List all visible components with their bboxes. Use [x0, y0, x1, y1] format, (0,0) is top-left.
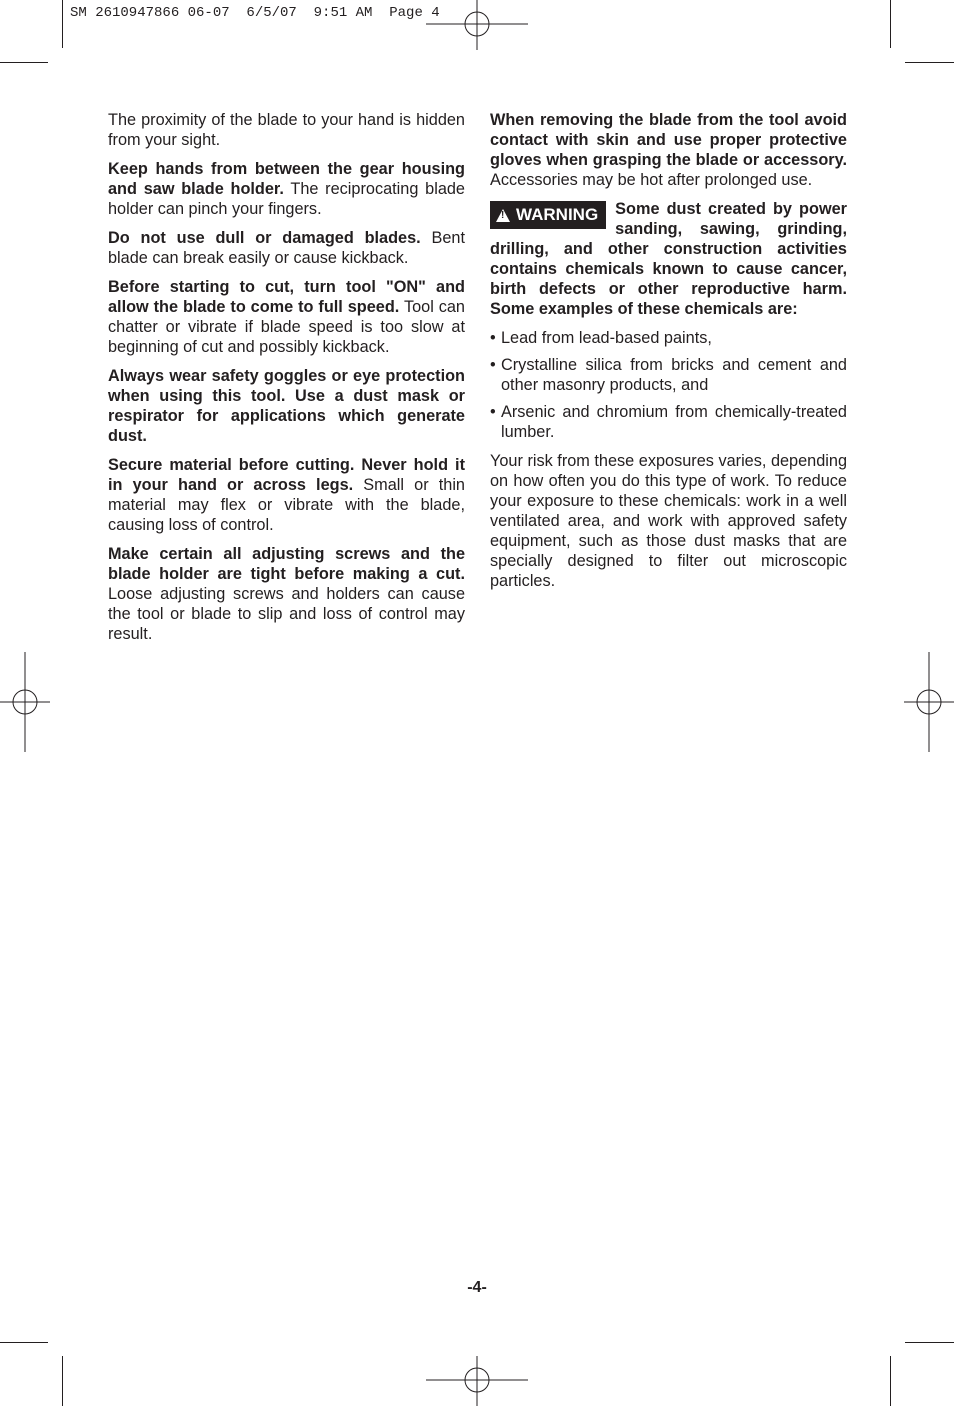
paragraph [490, 451, 847, 591]
list-item: • Lead from lead-based paints, [490, 328, 847, 348]
print-slug: SM 2610947866 06-07 6/5/07 9:51 AM Page 4 [70, 5, 440, 21]
body-text: Bent blade can break easily or cause kickback. [108, 229, 465, 267]
paragraph [108, 544, 465, 644]
list-item: • Arsenic and chromium from chemically-treated lumber. [490, 402, 847, 442]
list-item: • Crystalline silica from bricks and cement and other masonry products, and [490, 355, 847, 395]
crop-mark [905, 1342, 954, 1343]
crop-mark [62, 1356, 63, 1406]
body-text: Your risk from these exposures varies, depending on how often you do this type of work. To reduce your exposure to these chemicals: work in a well ventilated area, and work with approved safety equipment, such as those dust masks that are specially designed to filter out microscopic particles. [490, 452, 847, 590]
bold-rule: Always wear safety goggles or eye protection when using this tool. Use a dust mask or respirator for applications which generate dust. [108, 367, 465, 445]
warning-label: WARNING [516, 205, 599, 224]
registration-mark-icon [426, 1356, 528, 1406]
paragraph [108, 277, 465, 357]
right-column [490, 110, 847, 600]
paragraph [108, 159, 465, 219]
crop-mark [890, 1356, 891, 1406]
paragraph [108, 228, 465, 268]
body-text: The reciprocating blade holder can pinch your fingers. [108, 180, 465, 218]
warning-badge [490, 201, 606, 229]
crop-mark [62, 0, 63, 48]
registration-mark-icon [904, 652, 954, 752]
chemicals-list [490, 328, 847, 442]
body-text: Small or thin material may flex or vibrate with the blade, causing loss of control. [108, 476, 465, 534]
bold-rule: Keep hands from between the gear housing and saw blade holder. [108, 160, 465, 198]
crop-mark [0, 62, 48, 63]
page-number: -4- [467, 1279, 487, 1296]
body-text: Accessories may be hot after prolonged use. [490, 171, 813, 189]
warning-triangle-icon [496, 209, 510, 222]
crop-mark [0, 1342, 48, 1343]
crop-mark [905, 62, 954, 63]
paragraph [490, 110, 847, 190]
bold-rule: When removing the blade from the tool avoid contact with skin and use proper protective gloves when grasping the blade or accessory. [490, 111, 847, 169]
bold-rule: Secure material before cutting. Never hold it in your hand or across legs. [108, 456, 465, 494]
body-text: Tool can chatter or vibrate if blade speed is too slow at beginning of cut and possibly kickback. [108, 298, 465, 356]
bold-rule: Make certain all adjusting screws and the blade holder are tight before making a cut. [108, 545, 465, 583]
crop-mark [890, 0, 891, 48]
warning-paragraph [490, 199, 847, 319]
registration-mark-icon [0, 652, 50, 752]
body-text: The proximity of the blade to your hand is hidden from your sight. [108, 111, 465, 149]
bold-rule: Before starting to cut, turn tool "ON" and allow the blade to come to full speed. [108, 278, 465, 316]
bold-rule: Do not use dull or damaged blades. [108, 229, 421, 247]
left-column [108, 110, 465, 653]
paragraph [108, 455, 465, 535]
paragraph [108, 110, 465, 150]
registration-mark-icon [426, 0, 528, 50]
warning-text: Some dust created by power sanding, sawing, grinding, drilling, and other construction activities contains chemicals known to cause cancer, birth defects or other reproductive harm. Some examples of these chemicals are: [490, 200, 847, 318]
paragraph [108, 366, 465, 446]
body-text: Loose adjusting screws and holders can cause the tool or blade to slip and loss of control may result. [108, 585, 465, 643]
